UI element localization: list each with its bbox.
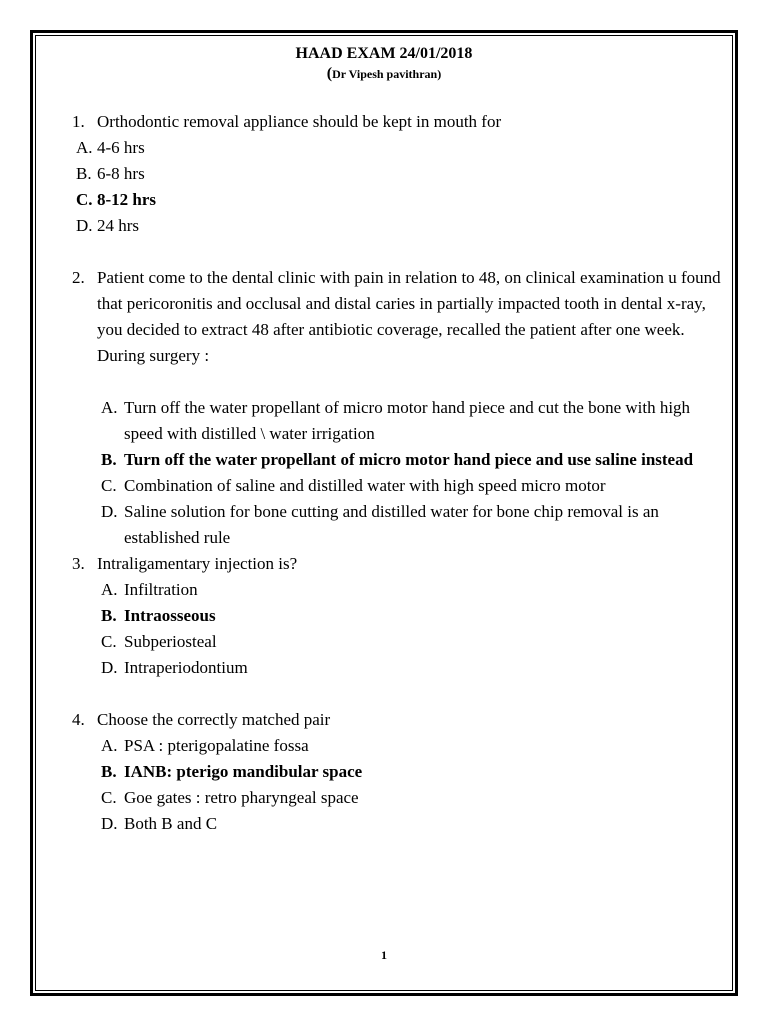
option-text: Infiltration bbox=[124, 580, 198, 599]
option-label: B. bbox=[101, 606, 117, 625]
option-b-correct bbox=[101, 603, 722, 629]
option-c-correct bbox=[76, 187, 722, 213]
option-a bbox=[101, 577, 722, 603]
option-label: C. bbox=[101, 632, 117, 651]
option-text: Goe gates : retro pharyngeal space bbox=[124, 788, 359, 807]
option-label: A. bbox=[101, 398, 118, 417]
option-a bbox=[76, 135, 722, 161]
option-label: D. bbox=[101, 814, 118, 833]
question-text: Choose the correctly matched pair bbox=[97, 710, 331, 729]
page-number: 1 bbox=[381, 948, 387, 962]
question-2-options bbox=[72, 395, 722, 551]
question-3 bbox=[72, 551, 722, 577]
option-text: Combination of saline and distilled water with high speed micro motor bbox=[124, 476, 606, 495]
option-text: Turn off the water propellant of micro motor hand piece and use saline instead bbox=[124, 450, 694, 469]
option-text: Both B and C bbox=[124, 814, 218, 833]
option-d bbox=[76, 213, 722, 239]
option-label: A. bbox=[76, 138, 93, 157]
option-d bbox=[101, 811, 722, 837]
question-number: 3. bbox=[72, 554, 85, 573]
exam-author bbox=[0, 66, 768, 82]
question-text: Orthodontic removal appliance should be kept in mouth for bbox=[97, 112, 502, 131]
spacer bbox=[72, 369, 722, 395]
question-3-options bbox=[72, 577, 722, 681]
question-1-options bbox=[72, 135, 722, 239]
option-text: 4-6 hrs bbox=[97, 138, 145, 157]
spacer bbox=[72, 681, 722, 707]
option-c bbox=[101, 629, 722, 655]
option-text: Intraosseous bbox=[124, 606, 216, 625]
option-a bbox=[101, 395, 722, 447]
option-text: Subperiosteal bbox=[124, 632, 217, 651]
option-text: 24 hrs bbox=[97, 216, 140, 235]
question-2 bbox=[72, 265, 722, 369]
option-label: A. bbox=[101, 736, 118, 755]
question-4-options bbox=[72, 733, 722, 837]
spacer bbox=[72, 239, 722, 265]
exam-title: HAAD EXAM 24/01/2018 bbox=[295, 45, 473, 62]
option-text: IANB: pterigo mandibular space bbox=[124, 762, 363, 781]
option-label: B. bbox=[101, 762, 117, 781]
question-text: Patient come to the dental clinic with pain in relation to 48, on clinical examination u found that pericoronitis and occlusal and distal caries in partially impacted tooth in dental x-ray, you decided to extract 48 after antibiotic coverage, recalled the patient after one week. During surgery : bbox=[97, 268, 721, 365]
question-4 bbox=[72, 707, 722, 733]
option-c bbox=[101, 785, 722, 811]
question-text: Intraligamentary injection is? bbox=[97, 554, 298, 573]
option-b bbox=[76, 161, 722, 187]
option-text: Turn off the water propellant of micro motor hand piece and cut the bone with high speed with distilled \ water irrigation bbox=[124, 398, 691, 443]
author-name: Dr Vipesh pavithran) bbox=[332, 67, 442, 81]
option-b-correct bbox=[101, 759, 722, 785]
option-text: 6-8 hrs bbox=[97, 164, 145, 183]
question-list bbox=[72, 109, 722, 837]
question-number: 4. bbox=[72, 710, 85, 729]
question-number: 2. bbox=[72, 268, 85, 287]
option-label: C. bbox=[76, 190, 93, 209]
option-text: Intraperiodontium bbox=[124, 658, 248, 677]
option-text: PSA : pterigopalatine fossa bbox=[124, 736, 309, 755]
option-c bbox=[101, 473, 722, 499]
option-label: D. bbox=[101, 658, 118, 677]
author-paren: ( bbox=[326, 65, 333, 82]
option-label: C. bbox=[101, 788, 117, 807]
option-text: 8-12 hrs bbox=[97, 190, 157, 209]
option-label: D. bbox=[76, 216, 93, 235]
option-label: B. bbox=[76, 164, 92, 183]
option-d bbox=[101, 655, 722, 681]
option-b-correct bbox=[101, 447, 722, 473]
question-1 bbox=[72, 109, 722, 135]
option-label: A. bbox=[101, 580, 118, 599]
question-number: 1. bbox=[72, 112, 85, 131]
option-label: B. bbox=[101, 450, 117, 469]
option-a bbox=[101, 733, 722, 759]
option-label: D. bbox=[101, 502, 118, 521]
option-label: C. bbox=[101, 476, 117, 495]
option-d bbox=[101, 499, 722, 551]
option-text: Saline solution for bone cutting and distilled water for bone chip removal is an established rule bbox=[124, 502, 659, 547]
